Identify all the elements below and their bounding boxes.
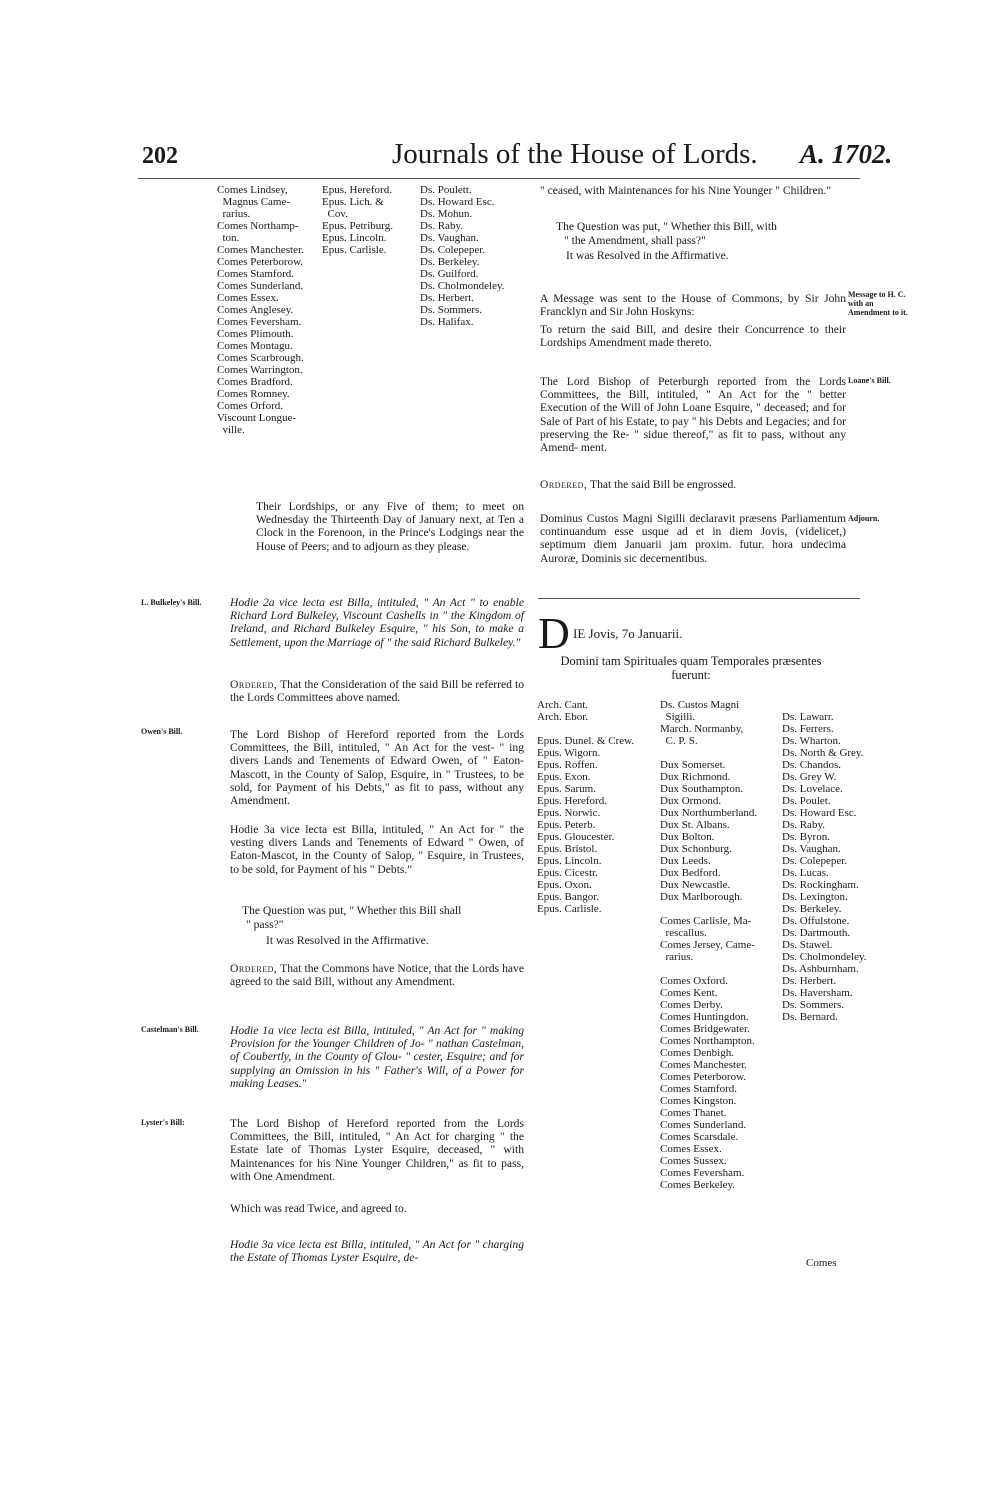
margin-note-loane: Loane's Bill. <box>848 376 891 385</box>
header-rule <box>138 178 860 179</box>
section-rule <box>538 598 860 599</box>
ordered-lead: Ordered, <box>230 678 278 691</box>
margin-note-owen: Owen's Bill. <box>141 727 183 736</box>
question-put-owen-2: " pass?" <box>246 918 284 931</box>
left-lords-domini-list: Ds. Poulett. Ds. Howard Esc. Ds. Mohun. Ds. Raby. Ds. Vaughan. Ds. Colepeper. Ds. Berkeley. Ds. Guilford. Ds. Cholmondeley. Ds. Herbert. Ds. Sommers. Ds. Halifax. <box>420 184 505 328</box>
bulkeley-bill-paragraph: Hodie 2a vice lecta est Billa, intituled, " An Act " to enable Richard Lord Bulkeley, Viscount Cashells in " the Kingdom of Ireland, and Richard Bulkeley Esquire, " his Son, to make a Settlement, upon the Marriage of " the said Richard Bulkeley." <box>230 596 524 649</box>
right-lords-barons-list: Ds. Lawarr. Ds. Ferrers. Ds. Wharton. Ds. North & Grey. Ds. Chandos. Ds. Grey W. Ds. Lovelace. Ds. Poulet. Ds. Howard Esc. Ds. Raby. Ds. Byron. Ds. Vaughan. Ds. Colepeper. Ds. Lucas. Ds. Rockingham. Ds. Lexington. Ds. Berkeley. Ds. Offulstone. Ds. Dartmouth. Ds. Stawel. Ds. Cholmondeley. Ds. Ashburnham. Ds. Herbert. Ds. Haversham. Ds. Sommers. Ds. Bernard. <box>782 711 867 1023</box>
resolved-affirmative-owen: It was Resolved in the Affirmative. <box>266 934 429 947</box>
ordered-text: That the Consideration of the said Bill be referred to the Lords Committees above named. <box>230 678 524 705</box>
margin-note-adjourn: Adjourn. <box>848 514 880 523</box>
lyster-third-reading: Hodie 3a vice lecta est Billa, intituled, " An Act for " charging the Estate of Thomas Lyster Esquire, de- <box>230 1238 524 1265</box>
right-lords-spiritual-list: Arch. Cant. Arch. Ebor. Epus. Dunel. & Crew. Epus. Wigorn. Epus. Roffen. Epus. Exon. Epus. Sarum. Epus. Hereford. Epus. Norwic. Epus. Peterb. Epus. Gloucester. Epus. Bristol. Epus. Lincoln. Epus. Cicestr. Epus. Oxon. Epus. Bangor. Epus. Carlisle. <box>537 699 635 915</box>
margin-note-castelman: Castelman's Bill. <box>141 1025 199 1034</box>
page-number: 202 <box>142 143 178 169</box>
owen-bill-report-paragraph: The Lord Bishop of Hereford reported from the Lords Committees, the Bill, intituled, " An Act for the vest- " ing divers Lands and Tenements of Edward Owen, of " Eaton-Mascott, in the County of Salop, Esquire, in " Trustees, to be sold, for Payment of his Debts," as fit to pass, without any Amendment. <box>230 728 524 808</box>
castelman-bill-paragraph: Hodie 1a vice lecta est Billa, intituled, " An Act for " making Provision for the Younger Children of Jo- " nathan Castelman, of Coubertly, in the County of Glou- " cester, Esquire; and for supplying an Omission in his " Father's Will, of a Power for making Leases." <box>230 1024 524 1090</box>
ordered-engrossed <box>540 478 846 491</box>
loane-bill-paragraph: The Lord Bishop of Peterburgh reported from the Lords Committees, the Bill, intituled, " An Act for the " better Execution of the Will of John Loane Esquire, " deceased; and for Sale of Part of his Estate, to pay " his Debts and Legacies; and for preserving the Re- " sidue thereof," as fit to pass, without any Amend- ment. <box>540 375 846 455</box>
question-put-lyster: The Question was put, " Whether this Bill, with <box>556 220 777 233</box>
ordered-text: That the said Bill be engrossed. <box>589 478 737 491</box>
ordered-commons-notice <box>230 962 524 988</box>
left-lords-episcopi-list: Epus. Hereford. Epus. Lich. & Cov. Epus. Petriburg. Epus. Lincoln. Epus. Carlisle. <box>322 184 393 256</box>
margin-note-message: Message to H. C. with an Amendment to it. <box>848 290 908 317</box>
domini-heading: Domini tam Spirituales quam Temporales præsentes fuerunt: <box>560 654 822 682</box>
message-return-bill: To return the said Bill, and desire their Concurrence to their Lordships Amendment made thereto. <box>540 323 846 350</box>
question-put-lyster-2: " the Amendment, shall pass?" <box>564 234 706 247</box>
question-put-owen: The Question was put, " Whether this Bill shall <box>242 904 462 917</box>
right-lords-temporal-list: Ds. Custos Magni Sigilli. March. Normanby, C. P. S. Dux Somerset. Dux Richmond. Dux Southampton. Dux Ormond. Dux Northumberland. Dux St. Albans. Dux Bolton. Dux Schonburg. Dux Leeds. Dux Bedford. Dux Newcastle. Dux Marlborough. Comes Carlisle, Ma- rescallus. Comes Jersey, Came- rarius. Comes Oxford. Comes Kent. Comes Derby. Comes Huntingdon. Comes Bridgewater. Comes Northampton. Comes Denbigh. Comes Manchester. Comes Peterborow. Comes Stamford. Comes Kingston. Comes Thanet. Comes Sunderland. Comes Scarsdale. Comes Essex. Comes Sussex. Comes Feversham. Comes Berkeley. <box>660 699 758 1191</box>
catchword: Comes <box>806 1257 837 1269</box>
lyster-continuation: " ceased, with Maintenances for his Nine Younger " Children." <box>540 184 832 197</box>
ordered-lead: Ordered, <box>540 478 588 491</box>
resolved-affirmative-lyster: It was Resolved in the Affirmative. <box>566 249 729 262</box>
drop-cap: D <box>538 609 570 658</box>
lyster-bill-report-paragraph: The Lord Bishop of Hereford reported from the Lords Committees, the Bill, intituled, " An Act for charging " the Estate late of Thomas Lyster Esquire, deceased, " with Maintenances for his Nine Younger Children," as fit to pass, with One Amendment. <box>230 1117 524 1183</box>
ordered-lead: Ordered, <box>230 962 278 975</box>
day-heading: IE Jovis, 7o Januarii. <box>573 626 683 641</box>
ordered-text: That the Commons have Notice, that the Lords have agreed to the said Bill, without any Amendment. <box>230 962 524 989</box>
owen-bill-third-reading: Hodie 3a vice lecta est Billa, intituled, " An Act for " the vesting divers Lands and Tenements of Edward " Owen, of Eaton-Mascot, in the County of Salop, " Esquire, in Trustees, to be sold, for Payment of his " Debts." <box>230 823 524 876</box>
message-to-commons: A Message was sent to the House of Commons, by Sir John Francklyn and Sir John Hoskyns: <box>540 292 846 319</box>
adjournment-paragraph: Dominus Custos Magni Sigilli declaravit præsens Parliamentum continuandum esse usque ad et in diem Jovis, (videlicet,) septimum diem Januarii jam proxim. futur. hora undecima Auroræ, Dominis sic decernentibus. <box>540 512 846 565</box>
lyster-read-twice: Which was read Twice, and agreed to. <box>230 1202 407 1215</box>
committee-meeting-paragraph: Their Lordships, or any Five of them; to meet on Wednesday the Thirteenth Day of January next, at Ten a Clock in the Forenoon, in the Prince's Lodgings near the House of Peers; and to adjourn as they please. <box>256 500 524 553</box>
margin-note-bulkeley: L. Bulkeley's Bill. <box>141 598 202 607</box>
ordered-referral-paragraph <box>230 678 524 704</box>
page-year: A. 1702. <box>800 139 893 169</box>
page-title: Journals of the House of Lords. <box>392 138 758 170</box>
margin-note-lyster: Lyster's Bill: <box>141 1118 185 1127</box>
left-lords-comites-list: Comes Lindsey, Magnus Came- rarius. Comes Northamp- ton. Comes Manchester. Comes Peterborow. Comes Stamford. Comes Sunderland. Comes Essex. Comes Anglesey. Comes Feversham. Comes Plimouth. Comes Montagu. Comes Scarbrough. Comes Warrington. Comes Bradford. Comes Romney. Comes Orford. Viscount Longue- ville. <box>217 184 304 436</box>
